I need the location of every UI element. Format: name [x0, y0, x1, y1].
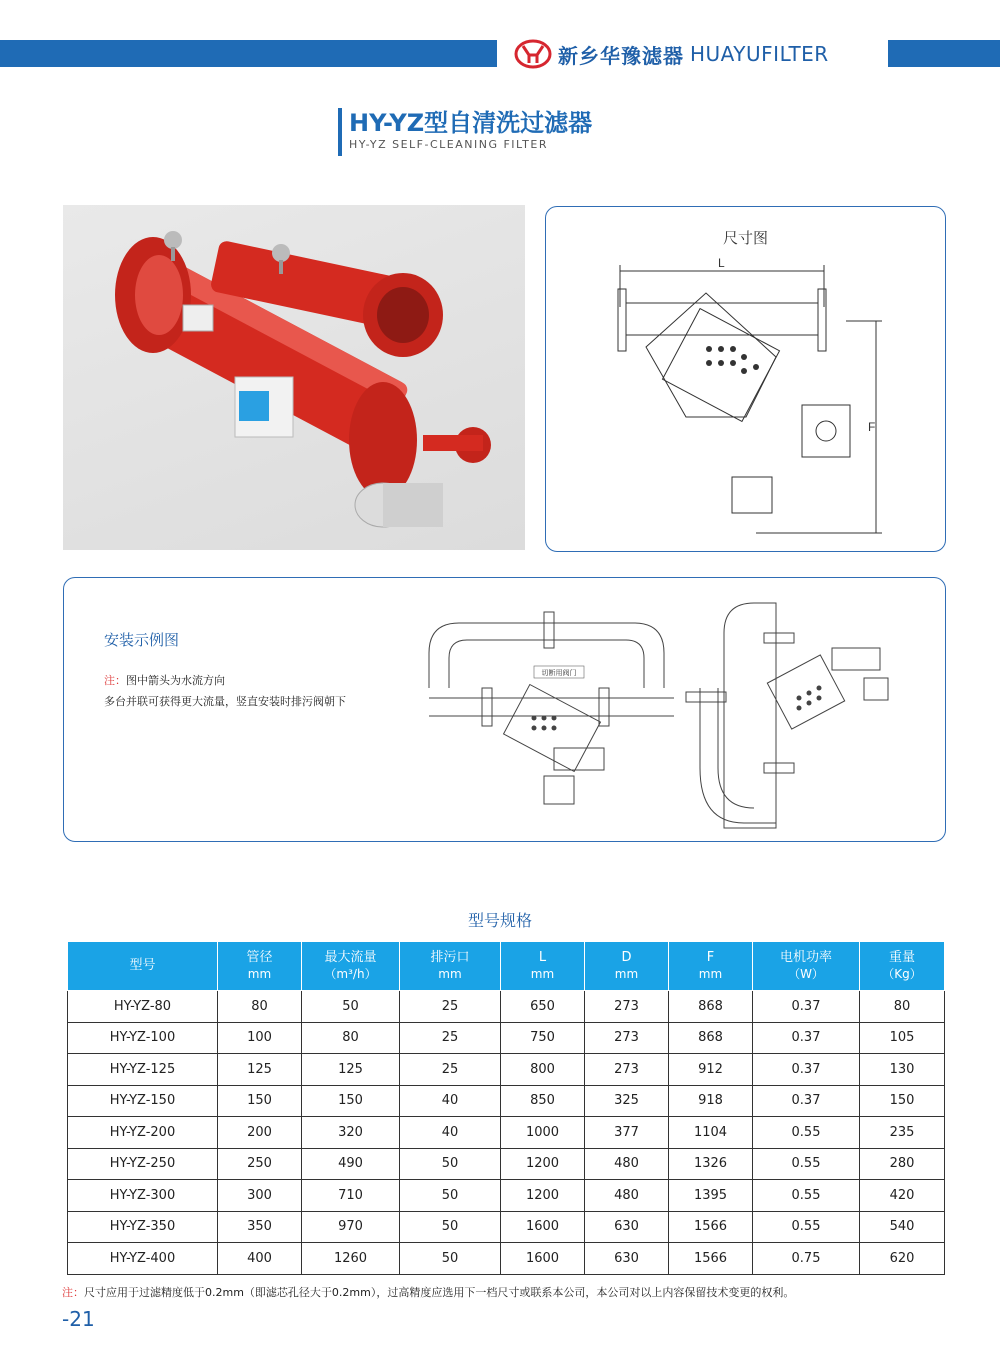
table-row: [68, 1085, 945, 1117]
table-cell: 480: [585, 1148, 669, 1180]
table-cell: HY-YZ-250: [68, 1148, 218, 1180]
table-cell: 320: [302, 1117, 400, 1149]
table-cell: 125: [218, 1054, 302, 1086]
table-cell: 80: [860, 991, 945, 1023]
table-row: [68, 1211, 945, 1243]
table-cell: 50: [400, 1211, 501, 1243]
spec-header-row: [68, 942, 945, 991]
table-cell: 350: [218, 1211, 302, 1243]
header-D: D mm: [585, 942, 669, 991]
table-cell: 490: [302, 1148, 400, 1180]
table-cell: 630: [585, 1243, 669, 1275]
table-cell: 800: [501, 1054, 585, 1086]
table-cell: 868: [669, 991, 753, 1023]
table-cell: 125: [302, 1054, 400, 1086]
product-photo: [63, 205, 525, 550]
table-cell: 50: [302, 991, 400, 1023]
page-title: [338, 108, 592, 156]
table-cell: 1566: [669, 1243, 753, 1275]
table-cell: 0.37: [753, 991, 860, 1023]
table-cell: 912: [669, 1054, 753, 1086]
table-cell: 40: [400, 1085, 501, 1117]
table-cell: 273: [585, 1054, 669, 1086]
brand: [514, 37, 829, 71]
table-cell: 0.37: [753, 1085, 860, 1117]
table-cell: 250: [218, 1148, 302, 1180]
table-cell: 0.55: [753, 1148, 860, 1180]
footnote-label: 注：: [62, 1286, 84, 1299]
table-cell: 850: [501, 1085, 585, 1117]
table-cell: 630: [585, 1211, 669, 1243]
table-cell: 105: [860, 1022, 945, 1054]
table-cell: 400: [218, 1243, 302, 1275]
spec-table: [67, 941, 945, 1275]
table-cell: 235: [860, 1117, 945, 1149]
table-cell: 80: [302, 1022, 400, 1054]
table-row: [68, 1180, 945, 1212]
table-cell: 50: [400, 1180, 501, 1212]
title-cn: HY-YZ型自清洗过滤器: [349, 109, 593, 137]
table-cell: 0.55: [753, 1211, 860, 1243]
table-cell: 273: [585, 991, 669, 1023]
table-cell: 0.37: [753, 1054, 860, 1086]
installation-title: 安装示例图: [104, 631, 180, 649]
note-line-2: 多台并联可获得更大流量，竖直安装时排污阀朝下: [104, 695, 346, 708]
table-cell: 0.55: [753, 1180, 860, 1212]
table-cell: 1200: [501, 1148, 585, 1180]
table-cell: 868: [669, 1022, 753, 1054]
table-row: [68, 1243, 945, 1275]
dimension-panel: [545, 206, 946, 552]
table-cell: 25: [400, 1054, 501, 1086]
header-bar-right: [888, 40, 1000, 67]
spec-title: 型号规格: [467, 911, 532, 930]
table-cell: 1566: [669, 1211, 753, 1243]
filter-illustration: [63, 205, 525, 550]
label-F: F: [868, 420, 876, 434]
note-line-1: 图中箭头为水流方向: [126, 674, 225, 687]
table-cell: 1200: [501, 1180, 585, 1212]
footnote-text: 尺寸应用于过滤精度低于0.2mm（即滤芯孔径大于0.2mm），过高精度应选用下一档尺寸或联系本公司，本公司对以上内容保留技术变更的权利。: [84, 1286, 795, 1299]
label-L: L: [718, 256, 725, 270]
table-cell: HY-YZ-350: [68, 1211, 218, 1243]
installation-panel: [63, 577, 946, 842]
header-F: F mm: [669, 942, 753, 991]
table-cell: 150: [218, 1085, 302, 1117]
page-number: -21: [62, 1307, 95, 1331]
dimension-drawing: [546, 207, 945, 551]
table-cell: 40: [400, 1117, 501, 1149]
header-motor-power: 电机功率 （W）: [753, 942, 860, 991]
brand-logo-icon: [514, 39, 552, 69]
table-cell: 1104: [669, 1117, 753, 1149]
table-cell: 1395: [669, 1180, 753, 1212]
table-cell: 0.37: [753, 1022, 860, 1054]
table-row: [68, 1054, 945, 1086]
table-cell: 150: [860, 1085, 945, 1117]
table-cell: HY-YZ-400: [68, 1243, 218, 1275]
table-cell: 1600: [501, 1243, 585, 1275]
table-cell: 0.75: [753, 1243, 860, 1275]
table-cell: 970: [302, 1211, 400, 1243]
table-cell: 200: [218, 1117, 302, 1149]
table-row: [68, 1022, 945, 1054]
table-cell: HY-YZ-125: [68, 1054, 218, 1086]
table-cell: 480: [585, 1180, 669, 1212]
brand-name-en: HUAYUFILTER: [690, 42, 829, 66]
table-row: [68, 1148, 945, 1180]
table-cell: 100: [218, 1022, 302, 1054]
table-cell: 50: [400, 1243, 501, 1275]
valve-label: 切断用阀门: [541, 669, 577, 677]
table-row: [68, 1117, 945, 1149]
table-cell: 25: [400, 991, 501, 1023]
table-cell: 80: [218, 991, 302, 1023]
header-weight: 重量 （Kg）: [860, 942, 945, 991]
table-cell: HY-YZ-80: [68, 991, 218, 1023]
header-drain-port: 排污口 mm: [400, 942, 501, 991]
table-cell: HY-YZ-150: [68, 1085, 218, 1117]
table-cell: HY-YZ-100: [68, 1022, 218, 1054]
header-max-flow: 最大流量 （m³/h）: [302, 942, 400, 991]
table-cell: 540: [860, 1211, 945, 1243]
table-cell: 1260: [302, 1243, 400, 1275]
dimension-title: 尺寸图: [722, 229, 768, 247]
table-cell: 420: [860, 1180, 945, 1212]
table-cell: HY-YZ-200: [68, 1117, 218, 1149]
table-cell: 150: [302, 1085, 400, 1117]
table-cell: HY-YZ-300: [68, 1180, 218, 1212]
header-model: 型号: [68, 942, 218, 991]
table-cell: 1600: [501, 1211, 585, 1243]
brand-name-cn: 新乡华豫滤器: [558, 43, 684, 68]
footnote: [62, 1284, 794, 1300]
table-cell: 750: [501, 1022, 585, 1054]
table-cell: 0.55: [753, 1117, 860, 1149]
table-cell: 1326: [669, 1148, 753, 1180]
table-cell: 620: [860, 1243, 945, 1275]
note-label: 注：: [104, 674, 126, 687]
table-cell: 325: [585, 1085, 669, 1117]
table-cell: 650: [501, 991, 585, 1023]
installation-drawing: [64, 578, 945, 841]
table-cell: 300: [218, 1180, 302, 1212]
table-cell: 918: [669, 1085, 753, 1117]
header-bar-left: [0, 40, 497, 67]
table-cell: 130: [860, 1054, 945, 1086]
table-cell: 50: [400, 1148, 501, 1180]
header-L: L mm: [501, 942, 585, 991]
table-cell: 710: [302, 1180, 400, 1212]
table-cell: 25: [400, 1022, 501, 1054]
header-pipe-diameter: 管径 mm: [218, 942, 302, 991]
table-cell: 280: [860, 1148, 945, 1180]
table-cell: 1000: [501, 1117, 585, 1149]
table-cell: 273: [585, 1022, 669, 1054]
table-cell: 377: [585, 1117, 669, 1149]
title-en: HY-YZ SELF-CLEANING FILTER: [349, 138, 548, 151]
table-row: [68, 991, 945, 1023]
